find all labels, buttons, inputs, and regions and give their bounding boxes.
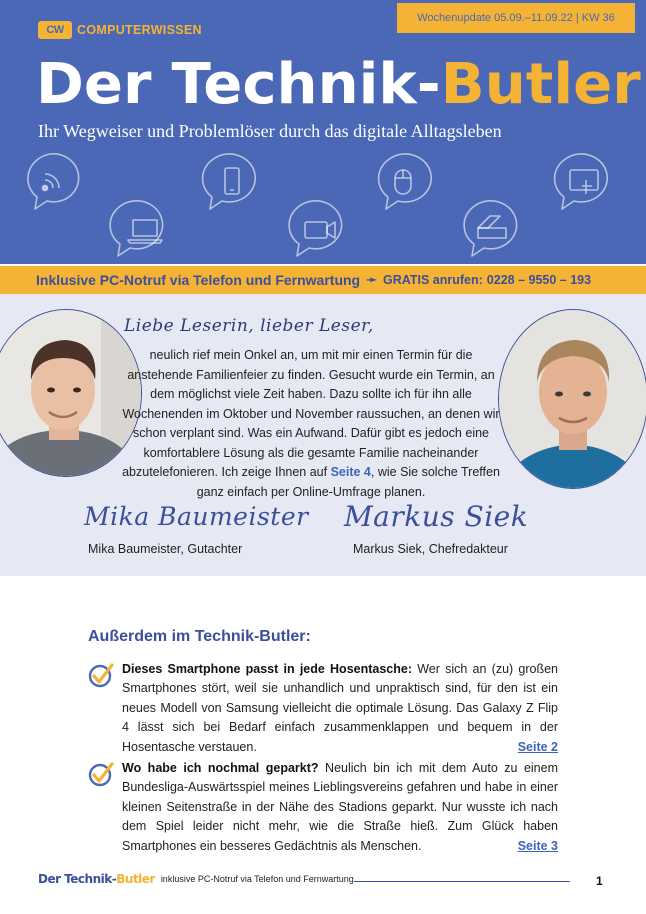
letter-page-link[interactable]: Seite 4 (330, 465, 371, 479)
list-item-title: Wo habe ich nochmal geparkt? (122, 761, 319, 775)
footer-brand (38, 872, 155, 886)
title-part-2: Butler (440, 52, 641, 117)
hotline-free-label: GRATIS anrufen: (383, 273, 483, 287)
signature-right: Markus Siek (344, 500, 529, 533)
list-item-body: Wer sich an (zu) großen Smartphones stört, weil sie unhandlich und unpraktisch sind, für den ist ein neues Modell von Samsung vielleicht die optimale Lösung. Das Galaxy Z Flip 4 lässt sich bei Bedarf einfach zusammenklappen und bequem in der Hosentasche verstauen. (122, 662, 558, 754)
footer-brand-part-2: Butler (116, 872, 155, 886)
brand (38, 21, 202, 39)
title-part-1: Der Technik- (36, 52, 441, 117)
also-heading: Außerdem im Technik-Butler: (88, 628, 311, 645)
list-item (88, 759, 558, 856)
brand-logo: CW (38, 21, 72, 39)
signature-caption-left: Mika Baumeister, Gutachter (88, 542, 243, 556)
week-badge: Wochenupdate 05.09.–11.09.22 | KW 36 (397, 3, 635, 33)
newsletter-title (36, 50, 641, 120)
letter-body-end: , wie Sie solche Treffen ganz einfach per Online-Umfrage planen. (196, 465, 500, 499)
hotline-strip (0, 266, 646, 294)
mouse-icon (379, 154, 432, 209)
signature-left: Mika Baumeister (84, 502, 309, 531)
device-icons-row (0, 150, 646, 264)
list-item (88, 660, 558, 757)
footer-text: inklusive PC-Notruf via Telefon und Fernwartung (160, 874, 354, 884)
tablet-touch-icon (555, 154, 608, 209)
rss-feed-icon (28, 154, 79, 209)
letter-body-text: neulich rief mein Onkel an, um mit mir einen Termin für die anstehende Familienfeier zu finden. Gesucht wurde ein Termin, an dem möglichst viele Zeit haben. Dazu sollte ich für ihn alle Wochenenden im Oktober und November raussuchen, an denen wir schon verplant sind. Was ein Aufwand. Dafür gibt es jedoch eine komfortablere Lösung als die gesamte Familie nacheinander abzutelefonieren. Ich zeige Ihnen auf (122, 348, 500, 479)
smartphone-icon (203, 154, 256, 209)
masthead (0, 0, 646, 264)
list-item-title: Dieses Smartphone passt in jede Hosentasche: (122, 662, 413, 676)
hotline-phone: 0228 – 9550 – 193 (486, 273, 592, 287)
scanner-icon (464, 201, 516, 256)
list-item-body: Neulich bin ich mit dem Auto zu einem Bundesliga-Auswärtsspiel meines Lieblingsvereins gefahren und habe in einer kleinen Seitenstraße in der Nähe des Stadions geparkt. Nur wusste ich nach dem Spiel leider nicht mehr, wie die Straße hieß. Zum Glück haben Smartphones ein besseres Gedächtnis als Menschen. (122, 761, 558, 853)
letter-greeting: Liebe Leserin, lieber Leser, (124, 316, 374, 336)
letter-body (116, 346, 506, 502)
checkmark-icon (88, 761, 114, 787)
signature-caption-right: Markus Siek, Chefredakteur (353, 542, 508, 556)
footer-brand-part-1: Der Technik- (38, 872, 117, 886)
newsletter-subtitle: Ihr Wegweiser und Problemlöser durch das digitale Alltagsleben (38, 121, 502, 141)
editor-photo-right (498, 309, 646, 489)
page-number: 1 (596, 874, 603, 888)
page-reference-link[interactable]: Seite 2 (517, 740, 558, 755)
video-camera-icon (289, 201, 341, 256)
footer-divider (354, 881, 570, 882)
page-reference-link[interactable]: Seite 3 (517, 839, 558, 854)
arrow-right-icon: ➛ (366, 272, 378, 287)
footer (38, 872, 354, 886)
laptop-icon (110, 201, 162, 256)
hotline-strip-text: Inklusive PC-Notruf via Telefon und Fernwartung (36, 272, 361, 288)
brand-name: COMPUTERWISSEN (77, 23, 202, 37)
checkmark-icon (88, 662, 114, 688)
